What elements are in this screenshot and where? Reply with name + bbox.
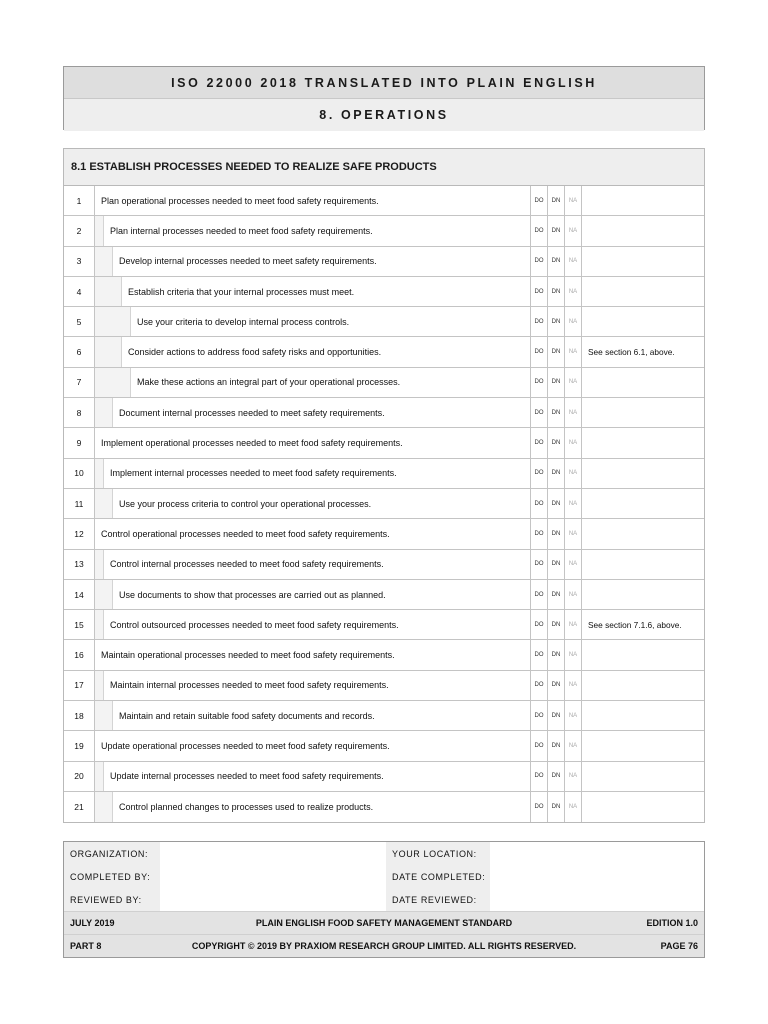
indent-spacer xyxy=(95,307,131,336)
check-dn[interactable]: DN xyxy=(548,489,565,518)
check-na[interactable]: NA xyxy=(565,731,582,760)
table-row xyxy=(64,671,704,701)
table-row xyxy=(64,519,704,549)
table-row xyxy=(64,428,704,458)
row-number: 14 xyxy=(64,580,95,609)
row-note xyxy=(582,428,704,457)
check-do[interactable]: DO xyxy=(531,489,548,518)
table-row xyxy=(64,337,704,367)
requirement-text: Maintain operational processes needed to meet food safety requirements. xyxy=(95,640,531,669)
check-na[interactable]: NA xyxy=(565,459,582,488)
row-note xyxy=(582,277,704,306)
indent-spacer xyxy=(95,368,131,397)
check-na[interactable]: NA xyxy=(565,580,582,609)
check-na[interactable]: NA xyxy=(565,368,582,397)
date-reviewed-field[interactable] xyxy=(490,888,704,911)
requirement-text: Implement internal processes needed to meet food safety requirements. xyxy=(104,459,531,488)
check-do[interactable]: DO xyxy=(531,428,548,457)
requirement-text: Document internal processes needed to meet safety requirements. xyxy=(113,398,531,427)
table-row xyxy=(64,489,704,519)
check-na[interactable]: NA xyxy=(565,792,582,822)
row-number: 19 xyxy=(64,731,95,760)
requirement-text: Establish criteria that your internal processes must meet. xyxy=(122,277,531,306)
check-na[interactable]: NA xyxy=(565,610,582,639)
table-row xyxy=(64,610,704,640)
date-reviewed-label: DATE REVIEWED: xyxy=(386,888,490,911)
check-na[interactable]: NA xyxy=(565,489,582,518)
check-dn[interactable]: DN xyxy=(548,337,565,366)
check-dn[interactable]: DN xyxy=(548,671,565,700)
footer-date: JULY 2019 xyxy=(70,918,115,928)
row-note xyxy=(582,731,704,760)
table-row xyxy=(64,398,704,428)
row-note xyxy=(582,247,704,276)
indent-spacer xyxy=(95,762,104,791)
footer-edition: EDITION 1.0 xyxy=(646,918,698,928)
row-note xyxy=(582,489,704,518)
requirement-text: Control operational processes needed to meet food safety requirements. xyxy=(95,519,531,548)
table-row xyxy=(64,580,704,610)
table-row xyxy=(64,701,704,731)
indent-spacer xyxy=(95,792,113,822)
row-number: 18 xyxy=(64,701,95,730)
row-number: 7 xyxy=(64,368,95,397)
check-do[interactable]: DO xyxy=(531,610,548,639)
check-dn[interactable]: DN xyxy=(548,459,565,488)
table-row xyxy=(64,792,704,822)
row-note xyxy=(582,550,704,579)
footer-bar-copyright xyxy=(64,934,704,957)
indent-spacer xyxy=(95,247,113,276)
check-dn[interactable]: DN xyxy=(548,550,565,579)
organization-label: ORGANIZATION: xyxy=(64,842,160,865)
footer-copyright: COPYRIGHT © 2019 BY PRAXIOM RESEARCH GROUP LIMITED. ALL RIGHTS RESERVED. xyxy=(191,941,577,951)
check-dn[interactable]: DN xyxy=(548,731,565,760)
check-do[interactable]: DO xyxy=(531,519,548,548)
requirement-text: Use documents to show that processes are carried out as planned. xyxy=(113,580,531,609)
indent-spacer xyxy=(95,610,104,639)
document-header xyxy=(63,66,705,130)
check-na[interactable]: NA xyxy=(565,307,582,336)
requirement-text: Update internal processes needed to meet food safety requirements. xyxy=(104,762,531,791)
date-completed-label: DATE COMPLETED: xyxy=(386,865,490,888)
location-label: YOUR LOCATION: xyxy=(386,842,490,865)
requirement-text: Control internal processes needed to meet food safety requirements. xyxy=(104,550,531,579)
check-na[interactable]: NA xyxy=(565,519,582,548)
row-number: 3 xyxy=(64,247,95,276)
footer-part: PART 8 xyxy=(70,941,102,951)
indent-spacer xyxy=(95,277,122,306)
requirement-text: Make these actions an integral part of your operational processes. xyxy=(131,368,531,397)
check-na[interactable]: NA xyxy=(565,277,582,306)
check-dn[interactable]: DN xyxy=(548,247,565,276)
check-do[interactable]: DO xyxy=(531,580,548,609)
check-na[interactable]: NA xyxy=(565,216,582,245)
table-row xyxy=(64,762,704,792)
row-number: 17 xyxy=(64,671,95,700)
indent-spacer xyxy=(95,489,113,518)
reviewed-by-label: REVIEWED BY: xyxy=(64,888,160,911)
row-note xyxy=(582,701,704,730)
check-do[interactable]: DO xyxy=(531,640,548,669)
row-note xyxy=(582,762,704,791)
row-note xyxy=(582,671,704,700)
check-na[interactable]: NA xyxy=(565,247,582,276)
row-number: 9 xyxy=(64,428,95,457)
check-do[interactable]: DO xyxy=(531,398,548,427)
table-row xyxy=(64,247,704,277)
requirements-table xyxy=(63,148,705,823)
row-number: 8 xyxy=(64,398,95,427)
table-row xyxy=(64,307,704,337)
table-row xyxy=(64,277,704,307)
row-note: See section 6.1, above. xyxy=(588,347,675,358)
footer-standard: PLAIN ENGLISH FOOD SAFETY MANAGEMENT STANDARD xyxy=(255,918,513,928)
requirement-text: Use your process criteria to control your operational processes. xyxy=(113,489,531,518)
row-number: 13 xyxy=(64,550,95,579)
check-do[interactable]: DO xyxy=(531,307,548,336)
row-number: 12 xyxy=(64,519,95,548)
table-row xyxy=(64,550,704,580)
indent-spacer xyxy=(95,550,104,579)
check-do[interactable]: DO xyxy=(531,550,548,579)
document-subtitle: 8. OPERATIONS xyxy=(64,99,704,131)
table-row xyxy=(64,368,704,398)
row-note xyxy=(582,580,704,609)
check-na[interactable]: NA xyxy=(565,550,582,579)
table-row xyxy=(64,640,704,670)
check-do[interactable]: DO xyxy=(531,671,548,700)
row-note xyxy=(582,640,704,669)
requirement-text: Control planned changes to processes used to realize products. xyxy=(113,792,531,822)
requirement-text: Control outsourced processes needed to meet food safety requirements. xyxy=(104,610,531,639)
check-do[interactable]: DO xyxy=(531,459,548,488)
check-do[interactable]: DO xyxy=(531,337,548,366)
completed-by-field[interactable] xyxy=(160,865,386,888)
row-note xyxy=(582,459,704,488)
check-na[interactable]: NA xyxy=(565,428,582,457)
row-number: 21 xyxy=(64,792,95,822)
check-dn[interactable]: DN xyxy=(548,216,565,245)
requirement-text: Implement operational processes needed to meet food safety requirements. xyxy=(95,428,531,457)
section-title: 8.1 ESTABLISH PROCESSES NEEDED TO REALIZE SAFE PRODUCTS xyxy=(64,149,704,186)
row-note xyxy=(582,216,704,245)
table-row xyxy=(64,731,704,761)
check-dn[interactable]: DN xyxy=(548,277,565,306)
indent-spacer xyxy=(95,459,104,488)
date-completed-field[interactable] xyxy=(490,865,704,888)
row-note xyxy=(582,307,704,336)
check-na[interactable]: NA xyxy=(565,671,582,700)
row-number: 11 xyxy=(64,489,95,518)
row-note: See section 7.1.6, above. xyxy=(588,619,682,630)
row-note xyxy=(582,398,704,427)
indent-spacer xyxy=(95,671,104,700)
row-number: 20 xyxy=(64,762,95,791)
footer-row-organization xyxy=(64,842,704,865)
requirement-text: Maintain and retain suitable food safety documents and records. xyxy=(113,701,531,730)
table-row xyxy=(64,459,704,489)
row-number: 2 xyxy=(64,216,95,245)
check-na[interactable]: NA xyxy=(565,398,582,427)
check-na[interactable]: NA xyxy=(565,701,582,730)
indent-spacer xyxy=(95,701,113,730)
row-number: 1 xyxy=(64,186,95,215)
location-field[interactable] xyxy=(490,842,704,865)
requirements-rows xyxy=(64,186,704,822)
check-na[interactable]: NA xyxy=(565,762,582,791)
indent-spacer xyxy=(95,398,113,427)
check-do[interactable]: DO xyxy=(531,368,548,397)
row-number: 15 xyxy=(64,610,95,639)
check-dn[interactable]: DN xyxy=(548,701,565,730)
check-na[interactable]: NA xyxy=(565,337,582,366)
check-dn[interactable]: DN xyxy=(548,610,565,639)
form-footer xyxy=(63,841,705,958)
check-dn[interactable]: DN xyxy=(548,519,565,548)
check-dn[interactable]: DN xyxy=(548,307,565,336)
row-note xyxy=(582,792,704,822)
indent-spacer xyxy=(95,580,113,609)
organization-field[interactable] xyxy=(160,842,386,865)
check-do[interactable]: DO xyxy=(531,216,548,245)
check-dn[interactable]: DN xyxy=(548,428,565,457)
row-note xyxy=(582,186,704,215)
indent-spacer xyxy=(95,216,104,245)
footer-row-reviewed xyxy=(64,888,704,911)
row-number: 16 xyxy=(64,640,95,669)
check-dn[interactable]: DN xyxy=(548,186,565,215)
check-do[interactable]: DO xyxy=(531,762,548,791)
table-row xyxy=(64,186,704,216)
completed-by-label: COMPLETED BY: xyxy=(64,865,160,888)
check-dn[interactable]: DN xyxy=(548,762,565,791)
check-dn[interactable]: DN xyxy=(548,398,565,427)
footer-row-completed xyxy=(64,865,704,888)
check-dn[interactable]: DN xyxy=(548,792,565,822)
check-do[interactable]: DO xyxy=(531,701,548,730)
document-title: ISO 22000 2018 TRANSLATED INTO PLAIN ENGLISH xyxy=(64,67,704,99)
requirement-text: Maintain internal processes needed to meet food safety requirements. xyxy=(104,671,531,700)
requirement-text: Use your criteria to develop internal process controls. xyxy=(131,307,531,336)
check-do[interactable]: DO xyxy=(531,186,548,215)
row-note xyxy=(582,519,704,548)
requirement-text: Consider actions to address food safety risks and opportunities. xyxy=(122,337,531,366)
requirement-text: Plan operational processes needed to meet food safety requirements. xyxy=(95,186,531,215)
check-do[interactable]: DO xyxy=(531,792,548,822)
check-dn[interactable]: DN xyxy=(548,580,565,609)
check-dn[interactable]: DN xyxy=(548,368,565,397)
table-row xyxy=(64,216,704,246)
row-note xyxy=(582,368,704,397)
check-do[interactable]: DO xyxy=(531,247,548,276)
requirement-text: Develop internal processes needed to meet safety requirements. xyxy=(113,247,531,276)
footer-page: PAGE 76 xyxy=(660,941,698,951)
check-do[interactable]: DO xyxy=(531,731,548,760)
requirement-text: Update operational processes needed to meet food safety requirements. xyxy=(95,731,531,760)
row-number: 4 xyxy=(64,277,95,306)
row-number: 6 xyxy=(64,337,95,366)
check-do[interactable]: DO xyxy=(531,277,548,306)
indent-spacer xyxy=(95,337,122,366)
row-number: 10 xyxy=(64,459,95,488)
check-na[interactable]: NA xyxy=(565,186,582,215)
row-number: 5 xyxy=(64,307,95,336)
requirement-text: Plan internal processes needed to meet food safety requirements. xyxy=(104,216,531,245)
check-dn[interactable]: DN xyxy=(548,640,565,669)
check-na[interactable]: NA xyxy=(565,640,582,669)
reviewed-by-field[interactable] xyxy=(160,888,386,911)
footer-bar-edition xyxy=(64,911,704,934)
